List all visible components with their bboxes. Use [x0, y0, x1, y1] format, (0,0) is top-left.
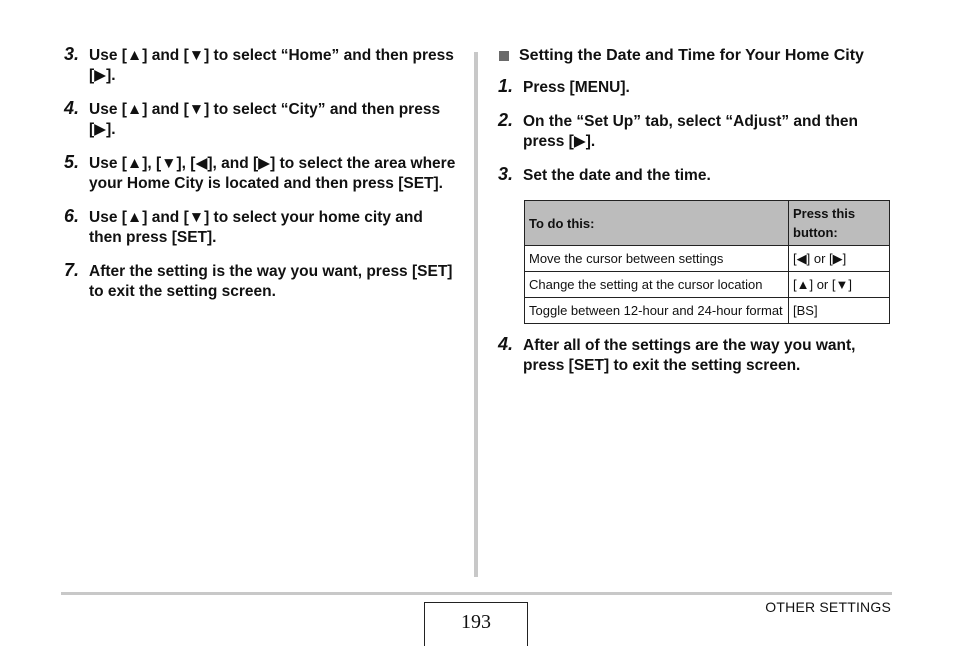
- step-number: 4.: [64, 98, 80, 118]
- step-number: 3.: [64, 44, 80, 64]
- section-name: OTHER SETTINGS: [765, 599, 891, 615]
- step-6: [64, 208, 456, 248]
- step-text: Use [▲], [▼], [◀], and [▶] to select the area where your Home City is located and then press [SET].: [89, 155, 456, 192]
- table-row: [525, 272, 890, 298]
- step-1: [498, 78, 892, 98]
- table-row: [525, 298, 890, 324]
- table-header-action: To do this:: [525, 201, 789, 246]
- step-number: 2.: [498, 110, 514, 130]
- step-3: [64, 46, 456, 86]
- step-number: 5.: [64, 152, 80, 172]
- step-number: 6.: [64, 206, 80, 226]
- table-cell-action: Move the cursor between settings: [525, 246, 789, 272]
- left-column: [64, 46, 456, 316]
- column-divider: [474, 52, 478, 577]
- table-cell-action: Toggle between 12-hour and 24-hour format: [525, 298, 789, 324]
- step-text: After the setting is the way you want, press [SET] to exit the setting screen.: [89, 263, 453, 300]
- section-heading: [498, 46, 892, 66]
- table-cell-button: [BS]: [789, 298, 890, 324]
- step-text: Use [▲] and [▼] to select “City” and then press [▶].: [89, 101, 441, 138]
- step-text: Use [▲] and [▼] to select your home city and then press [SET].: [89, 209, 423, 246]
- table-header-row: [525, 201, 890, 246]
- table-header-button: Press this button:: [789, 201, 890, 246]
- right-column: [498, 46, 892, 390]
- step-number: 4.: [498, 334, 514, 354]
- step-3: [498, 166, 892, 186]
- table-cell-button: [◀] or [▶]: [789, 246, 890, 272]
- step-number: 1.: [498, 76, 514, 96]
- step-text: Press [MENU].: [523, 79, 630, 96]
- step-2: [498, 112, 892, 152]
- button-operations-table: [524, 200, 890, 324]
- step-number: 7.: [64, 260, 80, 280]
- step-4: [64, 100, 456, 140]
- step-5: [64, 154, 456, 194]
- table-cell-action: Change the setting at the cursor location: [525, 272, 789, 298]
- footer-rule: [61, 592, 892, 595]
- step-text: Set the date and the time.: [523, 167, 711, 184]
- step-7: [64, 262, 456, 302]
- step-text: After all of the settings are the way you want, press [SET] to exit the setting screen.: [523, 337, 856, 374]
- table-cell-button: [▲] or [▼]: [789, 272, 890, 298]
- step-text: On the “Set Up” tab, select “Adjust” and then press [▶].: [523, 113, 859, 150]
- step-4: [498, 336, 892, 376]
- step-number: 3.: [498, 164, 514, 184]
- table-row: [525, 246, 890, 272]
- section-heading-text: Setting the Date and Time for Your Home City: [519, 47, 864, 64]
- step-text: Use [▲] and [▼] to select “Home” and then press [▶].: [89, 47, 454, 84]
- page-number: 193: [424, 602, 528, 646]
- square-bullet-icon: [499, 51, 509, 61]
